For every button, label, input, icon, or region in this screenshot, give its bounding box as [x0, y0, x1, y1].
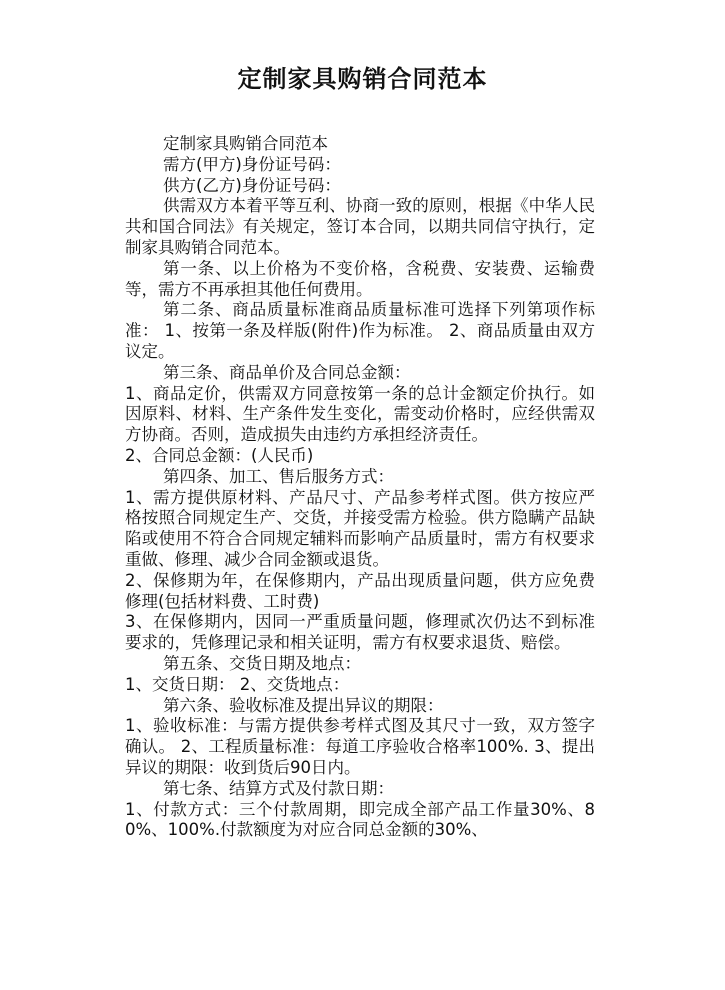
- paragraph-9: 第四条、加工、售后服务方式：: [163, 466, 394, 486]
- paragraph-15: 第六条、验收标准及提出异议的期限：: [163, 695, 444, 715]
- paragraph-18: 1、付款方式：三个付款周期，即完成全部产品工作量30%、80%、100%.付款额度为对应合同总金额的30%、: [125, 799, 595, 840]
- document-title: 定制家具购销合同范本: [237, 65, 488, 93]
- paragraph-12: 3、在保修期内，因同一严重质量问题，修理贰次仍达不到标准要求的，凭修理记录和相关证明，需方有权要求退货、赔偿。: [125, 612, 595, 653]
- paragraph-16: 1、验收标准：与需方提供参考样式图及其尺寸一致，双方签字确认。 2、工程质量标准：每道工序验收合格率100%. 3、提出异议的期限：收到货后90日内。: [125, 716, 595, 777]
- paragraph-2: 供方(乙方)身份证号码：: [163, 175, 341, 195]
- paragraph-7: 1、商品定价，供需双方同意按第一条的总计金额定价执行。如因原料、材料、生产条件发生变化，需变动价格时，应经供需双方协商。否则，造成损失由违约方承担经济责任。: [125, 383, 595, 445]
- paragraph-13: 第五条、交货日期及地点：: [163, 653, 361, 673]
- document-body: [125, 134, 595, 841]
- paragraph-6: 第三条、商品单价及合同总金额：: [163, 362, 411, 382]
- paragraph-17: 第七条、结算方式及付款日期：: [163, 778, 394, 798]
- paragraph-1: 需方(甲方)身份证号码：: [163, 154, 341, 174]
- paragraph-3: 供需双方本着平等互利、协商一致的原则，根据《中华人民共和国合同法》有关规定，签订本合同，以期共同信守执行，定制家具购销合同范本。: [125, 196, 595, 257]
- paragraph-5: 第二条、商品质量标准商品质量标准可选择下列第项作标准： 1、按第一条及样版(附件)作为标准。 2、商品质量由双方议定。: [125, 300, 595, 361]
- paragraph-10: 1、需方提供原材料、产品尺寸、产品参考样式图。供方按应严格按照合同规定生产、交货，并接受需方检验。供方隐瞒产品缺陷或使用不符合合同规定辅料而影响产品质量时，需方有权要求重做、修理、减少合同金额或退货。: [125, 487, 595, 569]
- paragraph-0: 定制家具购销合同范本: [163, 134, 328, 153]
- paragraph-4: 第一条、以上价格为不变价格，含税费、安装费、运输费等，需方不再承担其他任何费用。: [125, 258, 595, 299]
- paragraph-11: 2、保修期为年，在保修期内，产品出现质量问题，供方应免费修理(包括材料费、工时费): [125, 570, 595, 611]
- paragraph-14: 1、交货日期： 2、交货地点：: [125, 674, 350, 694]
- paragraph-8: 2、合同总金额：(人民币): [125, 445, 314, 465]
